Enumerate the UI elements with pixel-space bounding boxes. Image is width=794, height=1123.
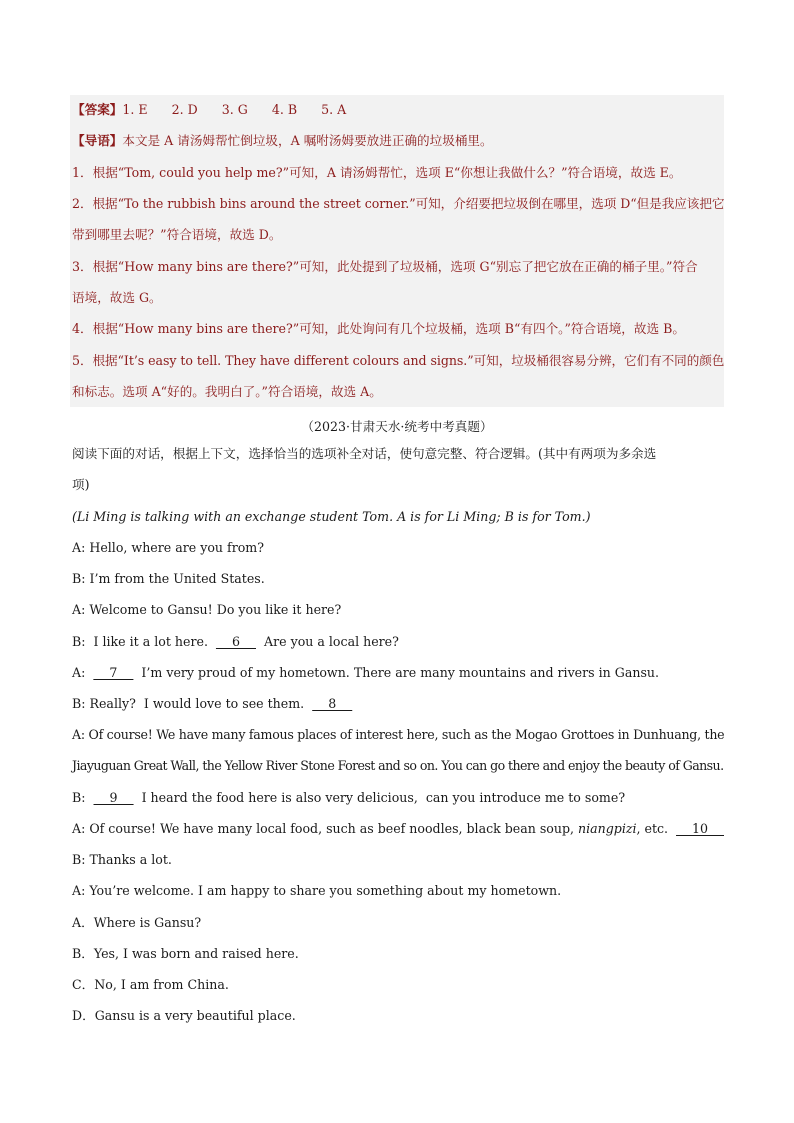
answer-tag: 【答案】: [72, 102, 123, 117]
blank-10[interactable]: 10: [676, 821, 724, 836]
explanation-line: 带到哪里去呢？”符合语境，故选 D。: [72, 227, 282, 242]
option-d: D．Gansu is a very beautiful place.: [72, 1008, 296, 1023]
dialogue-text: B: Really? I would love to see them.: [72, 696, 313, 711]
dialogue-line: [72, 821, 724, 837]
blank-6[interactable]: 6: [215, 634, 256, 649]
option-b: B．Yes, I was born and raised here.: [72, 946, 299, 961]
dialogue-text: A: Of course! We have many local food, such as beef noodles, black bean soup,: [72, 821, 579, 836]
dialogue-line: [72, 665, 659, 681]
guide-text: 本文是 A 请汤姆帮忙倒垃圾，A 嘱咐汤姆要放进正确的垃圾桶里。: [122, 133, 493, 148]
dialogue-line: A: You’re welcome. I am happy to share you something about my hometown.: [72, 883, 562, 898]
instructions-line: 阅读下面的对话，根据上下文，选择恰当的选项补全对话，使句意完整、符合逻辑。(其中有两项为多余选: [72, 446, 657, 461]
explanation-line: 和标志。选项 A“好的。我明白了。”符合语境，故选 A。: [72, 384, 382, 399]
guide-line: [72, 133, 493, 149]
dialogue-text: I’m very proud of my hometown. There are many mountains and rivers in Gansu.: [133, 665, 660, 680]
dialogue-line: A: Hello, where are you from?: [72, 540, 264, 555]
explanation-line: 4．根据“How many bins are there?”可知，此处询问有几个垃圾桶，选项 B“有四个。”符合语境，故选 B。: [72, 321, 685, 336]
explanation-line: 语境，故选 G。: [72, 290, 162, 305]
dialogue-line: [72, 696, 352, 712]
dialogue-italic-word: niangpizi: [578, 821, 637, 836]
dialogue-text: A:: [72, 665, 94, 680]
answer-line: [72, 102, 346, 118]
explanation-line: 5．根据“It’s easy to tell. They have different colours and signs.”可知，垃圾桶很容易分辨，它们有不同的颜色: [72, 353, 725, 368]
dialogue-text: B:: [72, 790, 94, 805]
option-a: A．Where is Gansu?: [72, 915, 202, 930]
blank-9[interactable]: 9: [93, 790, 134, 805]
explanation-line: 1．根据“Tom, could you help me?”可知，A 请汤姆帮忙，选项 E“你想让我做什么？”符合语境，故选 E。: [72, 165, 682, 180]
dialogue-text: I heard the food here is also very delicious, can you introduce me to some?: [133, 790, 626, 805]
dialogue-line: [72, 634, 399, 650]
instructions-line: 项): [72, 477, 90, 492]
guide-tag: 【导语】: [72, 133, 123, 148]
answer-keys: 1. E 2. D 3. G 4. B 5. A: [122, 102, 347, 117]
blank-7[interactable]: 7: [93, 665, 134, 680]
dialogue-line: Jiayuguan Great Wall, the Yellow River Stone Forest and so on. You can go there and enjoy the beauty of Gansu.: [72, 758, 724, 773]
option-c: C．No, I am from China.: [72, 977, 229, 992]
dialogue-text: Are you a local here?: [256, 634, 399, 649]
dialogue-line: B: Thanks a lot.: [72, 852, 172, 867]
dialogue-context: (Li Ming is talking with an exchange student Tom. A is for Li Ming; B is for Tom.): [72, 509, 591, 524]
dialogue-line: A: Welcome to Gansu! Do you like it here?: [72, 602, 342, 617]
blank-8[interactable]: 8: [312, 696, 353, 711]
dialogue-line: B: I’m from the United States.: [72, 571, 265, 586]
dialogue-line: [72, 790, 625, 806]
dialogue-text: B: I like it a lot here.: [72, 634, 216, 649]
question-source: （2023·甘肃天水·统考中考真题）: [301, 419, 493, 434]
explanation-line: 2．根据“To the rubbish bins around the street corner.”可知，介绍要把垃圾倒在哪里，选项 D“但是我应该把它: [72, 196, 725, 211]
explanation-line: 3．根据“How many bins are there?”可知，此处提到了垃圾桶，选项 G“别忘了把它放在正确的桶子里。”符合: [72, 259, 698, 274]
dialogue-line: A: Of course! We have many famous places of interest here, such as the Mogao Grottoes in Dunhuang, the: [72, 727, 725, 742]
dialogue-text: , etc.: [636, 821, 677, 836]
